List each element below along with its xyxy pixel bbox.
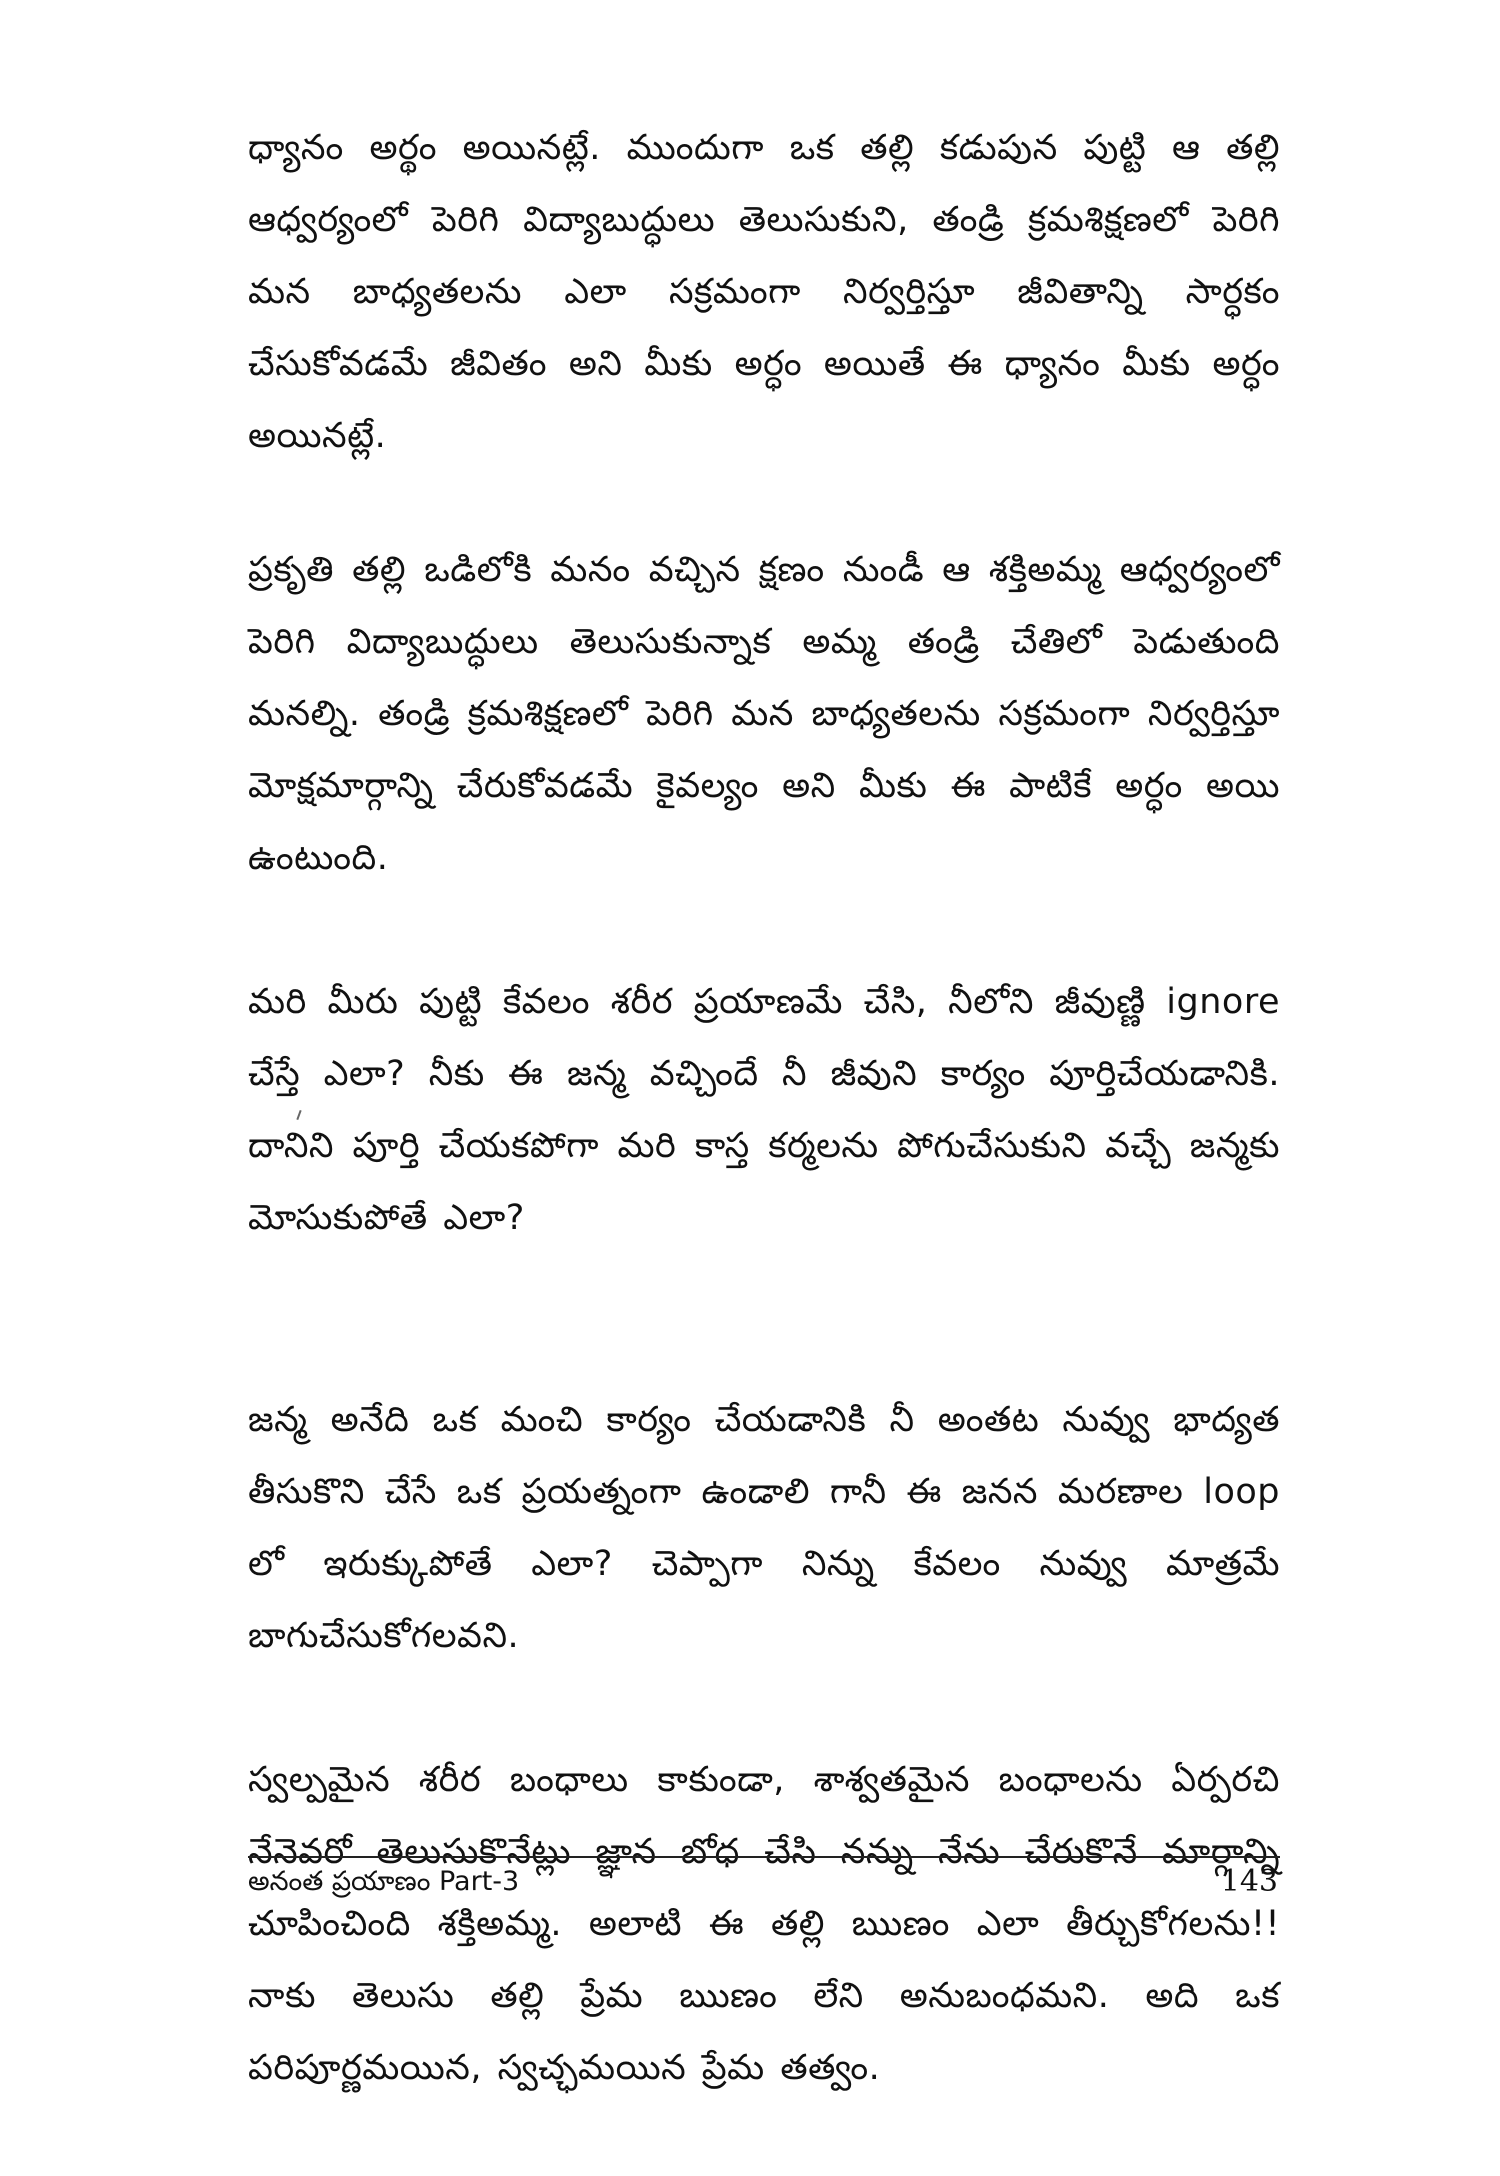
- footer-page-number: 143: [1220, 1864, 1278, 1899]
- footer-divider: [248, 1856, 1280, 1858]
- paragraph-1: ధ్యానం అర్థం అయినట్లే. ముందుగా ఒక తల్లి కడుపున పుట్టి ఆ తల్లి ఆధ్వర్యంలో పెరిగి విద్యాబుద్ధులు తెలుసుకుని, తండ్రి క్రమశిక్షణలో పెరిగి మన బాధ్యతలను ఎలా సక్రమంగా నిర్వర్తిస్తూ జీవితాన్ని సార్ధకం చేసుకోవడమే జీవితం అని మీకు అర్ధం అయితే ఈ ధ్యానం మీకు అర్ధం అయినట్లే.: [248, 128, 1280, 456]
- paragraph-3: మరి మీరు పుట్టి కేవలం శరీర ప్రయాణమే చేసి, నీలోని జీవుణ్ణి ignore చేస్తే ఎలా? నీకు ఈ జన్మ వచ్చిందే నీ జీవుని కార్యం పూర్తిచేయడానికి. దానిని పూర్తి చేయకపోగా మరి కాస్త కర్మలను పోగుచేసుకుని వచ్చే జన్మకు మోసుకుపోతే ఎలా?: [248, 982, 1280, 1238]
- paragraph-4: జన్మ అనేది ఒక మంచి కార్యం చేయడానికి నీ అంతట నువ్వు భాద్యత తీసుకొని చేసే ఒక ప్రయత్నంగా ఉండాలి గానీ ఈ జనన మరణాల loop లో ఇరుక్కుపోతే ఎలా? చెప్పాగా నిన్ను కేవలం నువ్వు మాత్రమే బాగుచేసుకోగలవని.: [248, 1400, 1280, 1656]
- paragraph-2: ప్రకృతి తల్లి ఒడిలోకి మనం వచ్చిన క్షణం నుండీ ఆ శక్తిఅమ్మ ఆధ్వర్యంలో పెరిగి విద్యాబుద్ధులు తెలుసుకున్నాక అమ్మ తండ్రి చేతిలో పెడుతుంది మనల్ని. తండ్రి క్రమశిక్షణలో పెరిగి మన బాధ్యతలను సక్రమంగా నిర్వర్తిస్తూ మోక్షమార్గాన్ని చేరుకోవడమే కైవల్యం అని మీకు ఈ పాటికే అర్ధం అయి ఉంటుంది.: [248, 550, 1280, 878]
- paragraph-5: స్వల్పమైన శరీర బంధాలు కాకుండా, శాశ్వతమైన బంధాలను ఏర్పరచి నేనెవరో తెలుసుకొనేట్లు జ్ఞాన బోధ చేసి నన్ను నేను చేరుకొనే మార్గాన్ని చూపించింది శక్తిఅమ్మ. అలాటి ఈ తల్లి ఋణం ఎలా తీర్చుకోగలను!! నాకు తెలుసు తల్లి ప్రేమ ఋణం లేని అనుబంధమని. అది ఒక పరిపూర్ణమయిన, స్వచ్ఛమయిన ప్రేమ తత్వం.: [248, 1760, 1280, 2088]
- footer-book-title: అనంత ప్రయాణం Part-3: [248, 1866, 520, 1897]
